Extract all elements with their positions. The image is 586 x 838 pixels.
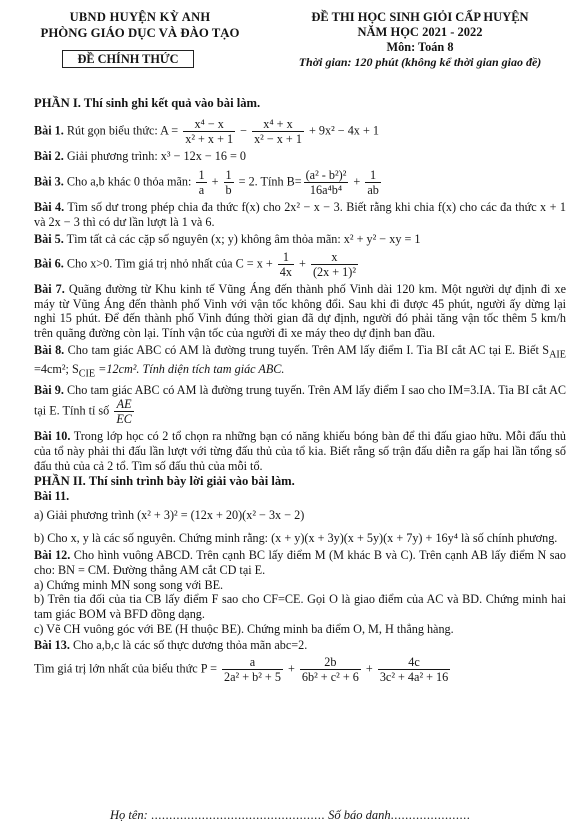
problem-text: Trong lớp học có 2 tổ chọn ra những bạn có năng khiếu bóng bàn để thi đấu giao hữu. Mỗi đấu thủ của tổ này phải thi đấu lần lượt với từng đấu thủ của tổ kia. Biết rằng số trận đấu diễn ra gấp hai lần tổng số đấu thủ của cả 2 tổ. Tìm số đấu thủ của mỗi tổ. [34, 429, 567, 473]
problem-10 [34, 429, 566, 473]
fraction [311, 250, 358, 279]
denominator: 16a⁴b⁴ [309, 182, 343, 197]
fraction [252, 117, 304, 146]
problem-11-label: Bài 11. [34, 489, 70, 504]
problem-12b: b) Trên tia đối của tia CB lấy điểm F sao cho CF=CE. Gọi O là giao điểm của AC và BD. Chứng minh hai tam giác BOM và BFD đồng dạng. [34, 592, 566, 621]
fraction [304, 168, 349, 197]
denominator: 2a² + b² + 5 [224, 669, 281, 684]
district-name: UBND HUYỆN KỲ ANH [69, 10, 211, 24]
problem-12a: a) Chứng minh MN song song với BE. [34, 577, 224, 592]
problem-text: Tìm số dư trong phép chia đa thức f(x) cho 2x² − x − 3. Biết rằng khi chia f(x) cho các đa thức x + 1 và 2x − 3 thì có dư lần lượt là 1 và 6. [34, 199, 566, 229]
fraction [300, 655, 361, 684]
problem-text: Cho hình vuông ABCD. Trên cạnh BC lấy điểm M (M khác B và C). Trên cạnh AB lấy điểm N sao cho: BN = CM. Đường thẳng AM cắt CD tại E. [34, 548, 566, 577]
fraction [365, 168, 381, 197]
problem-label: Bài 3. [34, 174, 64, 189]
fraction [222, 655, 283, 684]
subject: Môn: Toán 8 [386, 40, 454, 54]
numerator: 1 [278, 250, 294, 265]
problem-label: Bài 10. [34, 429, 71, 444]
problem-text: Cho a,b,c là các số thực dương thỏa mãn abc=2. [69, 638, 308, 653]
header-right [270, 10, 570, 69]
problem-1: Bài 1. Rút gọn biểu thức: A = $\frac{\text{x⁴ − x}}{\text{x² + x + 1}}$ − $\frac{\text{x⁴ + x}}{\text{x² − x + 1}}$ + 9x² − 4x + 1 [34, 117, 379, 147]
problem-4 [34, 200, 566, 229]
problem-text: =4cm²; S [34, 362, 79, 377]
denominator: ab [367, 182, 379, 197]
problem-text: Cho x>0. Tìm giá trị nhỏ nhất của C = x + [63, 256, 276, 271]
denominator: b [225, 182, 232, 197]
problem-label: Bài 7. [34, 281, 65, 296]
problem-text: Quãng đường từ Khu kinh tế Vũng Áng đến thành phố Vinh dài 120 km. Một người dự định đi xe máy từ Vũng Áng đến thành phố Vinh với vận tốc không đổi. Sau khi đi được 45 phút, người ấy dừng lại nghỉ 15 phút. Để đến thành phố Vinh đúng thời gian đã dự định, người đó phải tăng vận tốc thêm 5 km/h trên quãng đường còn lại. Tính vận tốc của người đi xe máy theo dự định ban đầu. [34, 281, 566, 340]
problem-9 [34, 383, 566, 427]
problem-text: Tìm giá trị lớn nhất của biểu thức P = [34, 661, 220, 676]
problem-label: Bài 13. [34, 638, 70, 653]
problem-11b: b) Cho x, y là các số nguyên. Chứng minh rằng: (x + y)(x + 3y)(x + 5y)(x + 7y) + 16y⁴ là số chính phương. [34, 530, 558, 545]
signature-line [110, 808, 530, 823]
fraction [378, 655, 450, 684]
problem-5 [34, 232, 566, 247]
denominator: (2x + 1)² [312, 264, 356, 279]
id-label: Số báo danh [328, 808, 391, 822]
problem-12c: c) Vẽ CH vuông góc với BE (H thuộc BE). Chứng minh ba điểm O, M, H thẳng hàng. [34, 621, 454, 636]
fraction [196, 168, 206, 197]
problem-label: Bài 8. [34, 343, 65, 358]
problem-8 [34, 343, 566, 380]
department-name: PHÒNG GIÁO DỤC VÀ ĐÀO TẠO [40, 26, 240, 40]
expression-tail: + 9x² − 4x + 1 [305, 123, 379, 138]
exam-title: ĐỀ THI HỌC SINH GIỎI CẤP HUYỆN [311, 10, 529, 24]
name-dots: ................................................ [150, 808, 325, 822]
numerator: x⁴ − x [183, 117, 235, 132]
problem-label: Bài 12. [34, 548, 71, 563]
problem-text: =12cm². Tính diện tích tam giác ABC. [95, 362, 285, 377]
id-dots: ...................... [390, 808, 471, 822]
subscript: CIE [78, 368, 96, 380]
problem-text: = 2. Tính B= [235, 174, 302, 189]
problem-label: Bài 9. [34, 382, 64, 397]
numerator: AE [114, 397, 134, 412]
school-year: NĂM HỌC 2021 - 2022 [357, 25, 483, 39]
fraction [183, 117, 235, 146]
denominator: 6b² + c² + 6 [301, 669, 359, 684]
numerator: (a² - b²)² [305, 167, 347, 182]
problem-text: Giải phương trình: x³ − 12x − 16 = 0 [63, 149, 247, 164]
numerator: 1 [225, 167, 232, 182]
denominator: x² − x + 1 [254, 132, 302, 147]
problem-text: Cho tam giác ABC có AM là đường trung tuyến. Trên AM lấy điểm I. Tia BI cắt AC tại E. Biết S [64, 343, 550, 358]
problem-2 [34, 149, 566, 164]
denominator: EC [116, 412, 132, 427]
problem-text: Rút gọn biểu thức: A = [63, 123, 182, 138]
problem-text: Cho tam giác ABC có AM là đường trung tuyến. Trên AM lấy điểm I sao cho IM=3.IA. Tia BI cắt AC tại E. Tính tỉ số [34, 382, 567, 418]
denominator: 3c² + 4a² + 16 [379, 669, 449, 684]
problem-text: Cho a,b khác 0 thỏa mãn: [63, 174, 195, 189]
problem-13 [34, 638, 566, 653]
numerator: 2b [300, 655, 361, 670]
part1-title: PHẦN I. Thí sinh ghi kết quả vào bài làm. [34, 96, 261, 110]
problem-label: Bài 2. [34, 149, 64, 164]
numerator: 1 [198, 167, 205, 182]
official-badge: ĐỀ CHÍNH THỨC [62, 50, 194, 68]
problem-label: Bài 4. [34, 199, 65, 214]
exam-body [34, 96, 566, 684]
numerator: 1 [365, 168, 381, 183]
problem-12 [34, 548, 566, 577]
problem-3: Bài 3. Cho a,b khác 0 thỏa mãn: $\frac{1}{a}$ + $\frac{1}{b}$ = 2. Tính B= $\frac{\text{(a² - b²)²}}{\text{16a⁴b⁴}}$ + $\frac{1}{ab}$ [34, 167, 379, 197]
fraction [114, 397, 134, 426]
name-label: Họ tên: [110, 808, 148, 822]
problem-13-expression: Tìm giá trị lớn nhất của biểu thức P = $\frac{a}{\text{2a² + b² + 5}}$ + $\frac{2b}{\text{6b² + c² + 6}}$ + $\frac{4c}{\text{3c² + 4a² + 16}}$ [34, 654, 449, 684]
denominator: 4x [279, 264, 292, 279]
problem-6: Bài 6. Cho x>0. Tìm giá trị nhỏ nhất của C = x + $\frac{1}{4x}$ + $\frac{x}{\text{(2x + 1)²}}$ [34, 249, 356, 279]
denominator: x² + x + 1 [185, 132, 234, 147]
fraction [278, 250, 294, 279]
part2-title: PHẦN II. Thí sinh trình bày lời giải vào bài làm. [34, 474, 295, 489]
numerator: x [311, 250, 358, 265]
problem-11a: a) Giải phương trình (x² + 3)² = (12x + 20)(x² − 3x − 2) [34, 508, 305, 523]
numerator: 4c [378, 655, 450, 670]
fraction [224, 168, 234, 197]
time-limit: Thời gian: 120 phút (không kể thời gian giao đề) [298, 54, 542, 69]
problem-label: Bài 1. [34, 123, 64, 138]
header-left [20, 10, 260, 41]
numerator: x⁴ + x [252, 117, 304, 132]
subscript: AIE [549, 349, 567, 361]
denominator: a [198, 182, 205, 197]
numerator: a [222, 655, 283, 670]
problem-text: Tìm tất cả các cặp số nguyên (x; y) không âm thỏa mãn: x² + y² − xy = 1 [63, 232, 421, 247]
problem-label: Bài 5. [34, 232, 64, 247]
problem-label: Bài 6. [34, 256, 64, 271]
problem-7 [34, 282, 566, 341]
